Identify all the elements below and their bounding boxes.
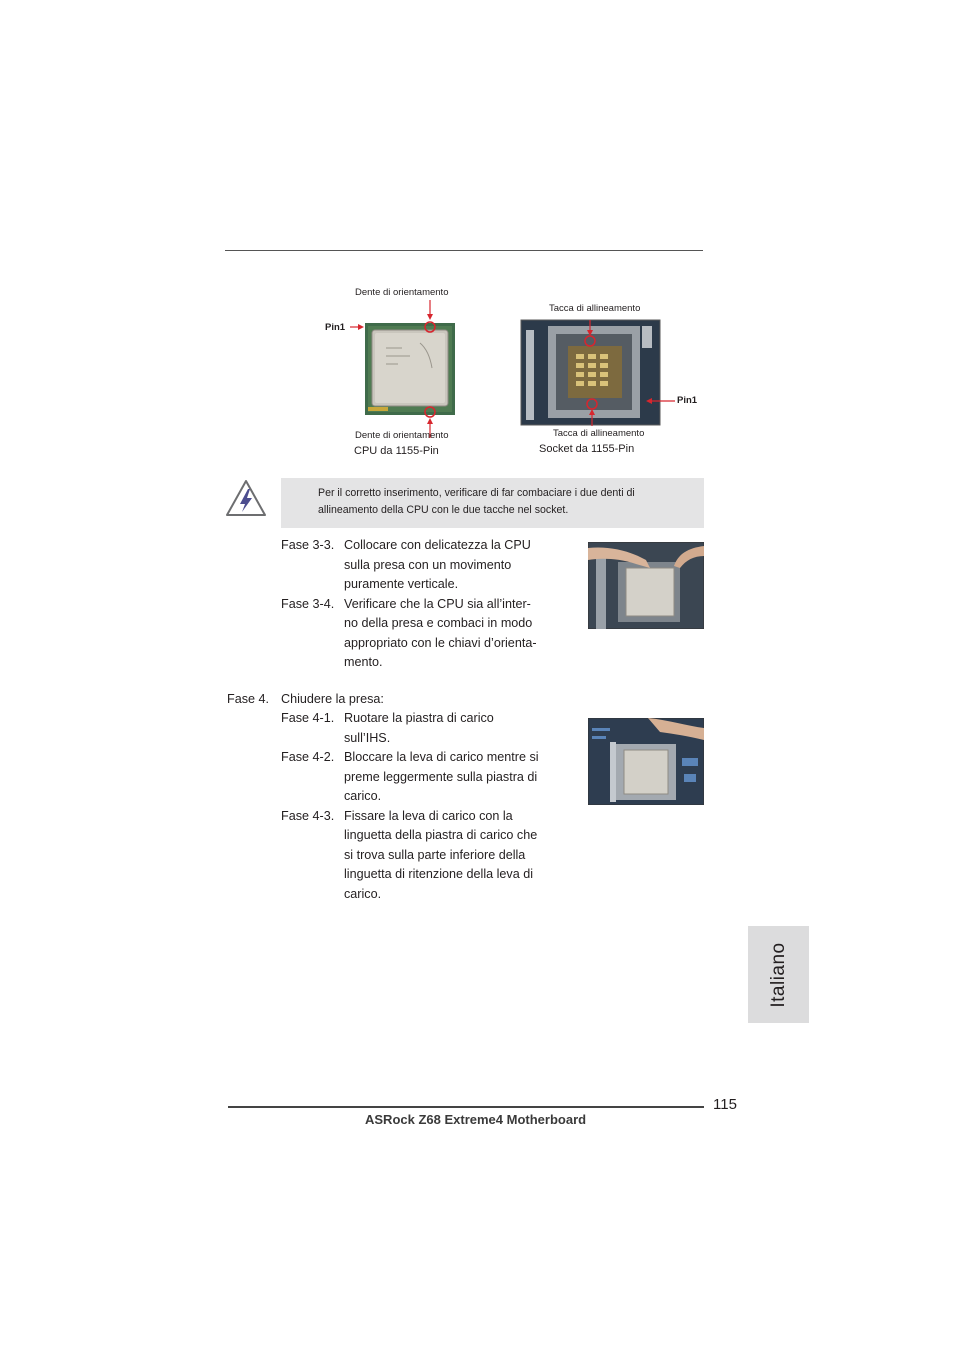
- socket-photo: [520, 316, 700, 428]
- step-4-2-label: Fase 4-2.: [281, 750, 335, 764]
- cpu-photo: [340, 298, 470, 443]
- cpu-bottom-label: Dente di orientamento: [355, 430, 449, 441]
- footer-title: ASRock Z68 Extreme4 Motherboard: [365, 1112, 587, 1127]
- step-4-2-text: Bloccare la leva di carico mentre si preme leggermente sulla piastra di carico.: [344, 750, 539, 803]
- phase4-title: Chiudere la presa:: [281, 692, 384, 706]
- socket-caption: Socket da 1155-Pin: [539, 443, 635, 455]
- language-tab: [748, 926, 809, 1023]
- socket-closing-photo: [588, 718, 704, 805]
- cpu-pin1-label: Pin1: [325, 322, 346, 333]
- note-text: Per il corretto inserimento, verificare di far combaciare i due denti di allineamento della CPU con le due tacche nel socket.: [318, 487, 635, 516]
- cpu-placement-photo: [588, 542, 704, 629]
- step-3-3-label: Fase 3-3.: [281, 538, 335, 552]
- phase4-label: Fase 4.: [227, 692, 269, 706]
- step-4-1-text: Ruotare la piastra di carico sull’IHS.: [344, 711, 494, 745]
- step-4-1-label: Fase 4-1.: [281, 711, 335, 725]
- language-tab-label: Italiano: [767, 941, 789, 1008]
- socket-bottom-label: Tacca di allineamento: [553, 428, 645, 439]
- cpu-caption: CPU da 1155-Pin: [354, 445, 439, 457]
- steps-4: [281, 709, 561, 904]
- socket-top-label: Tacca di allineamento: [549, 303, 641, 314]
- step-4-3-text: Fissare la leva di carico con la linguetta della piastra di carico che si trova sulla parte inferiore della linguetta di ritenzione della leva di carico.: [344, 808, 538, 901]
- cpu-top-label: Dente di orientamento: [355, 287, 449, 298]
- socket-pin1-label: Pin1: [677, 395, 698, 406]
- step-3-3-text: Collocare con delicatezza la CPU sulla presa con un movimento puramente verticale.: [344, 538, 531, 591]
- top-rule: [225, 250, 703, 251]
- step-3-4-label: Fase 3-4.: [281, 596, 335, 611]
- step-3-4-text: Verificare che la CPU sia all’inter-no della presa e combaci in modo appropriato con le chiavi d’orienta-mento.: [344, 596, 537, 669]
- page-number: 115: [713, 1096, 737, 1113]
- step-4-3-label: Fase 4-3.: [281, 808, 335, 823]
- steps-3: [281, 536, 561, 676]
- footer-rule: [228, 1106, 704, 1108]
- warning-icon: [224, 478, 268, 518]
- note-box: [281, 478, 704, 528]
